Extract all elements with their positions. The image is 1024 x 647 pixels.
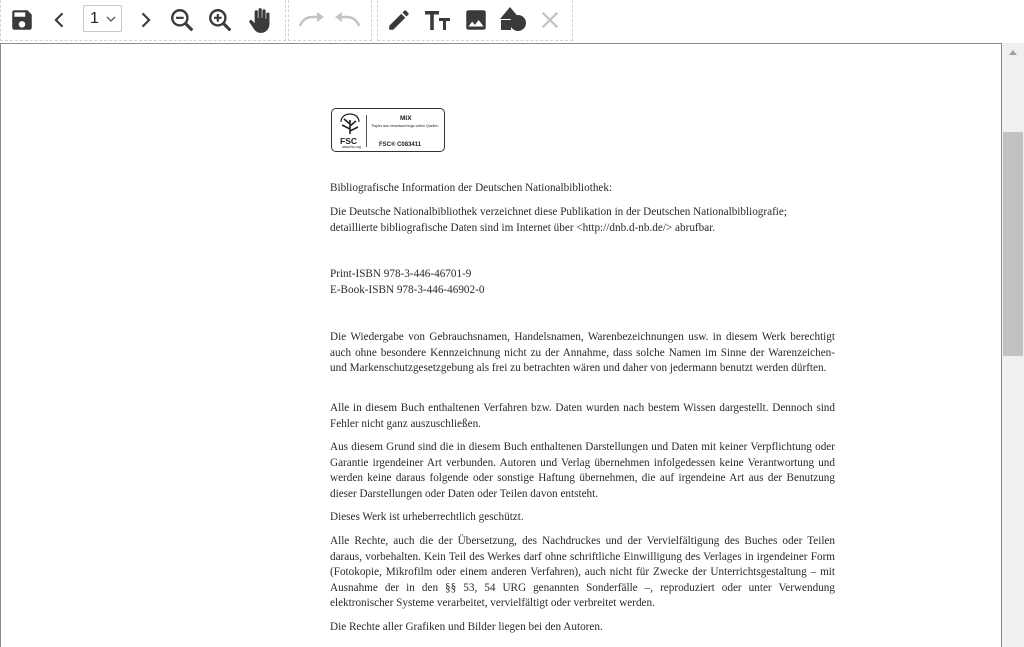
pencil-icon [386,7,412,33]
next-page-icon [135,10,155,30]
image-icon [463,7,489,33]
pan-tool-button[interactable] [243,3,277,37]
zoom-out-button[interactable] [165,3,199,37]
next-page-button[interactable] [128,3,162,37]
scroll-up-arrow[interactable] [1002,43,1024,61]
vertical-scrollbar[interactable] [1002,43,1024,647]
dnb-heading: Bibliografische Information der Deutschen Nationalbibliothek: [330,182,613,194]
save-button[interactable] [5,3,39,37]
zoom-out-icon [169,7,195,33]
save-icon [9,7,35,33]
fsc-divider [366,115,367,147]
undo-button[interactable] [331,3,365,37]
image-button[interactable] [459,3,493,37]
shapes-icon [499,6,529,34]
redo-icon [296,9,326,31]
fsc-subtitle: Papier aus verantwortungs-vollen Quellen [371,124,439,128]
print-isbn: Print-ISBN 978-3-446-46701-9 [330,268,472,280]
toolbar [0,0,1024,43]
paragraph-trademarks: Die Wiedergabe von Gebrauchsnamen, Handelsnamen, Warenbezeichnungen usw. in diesem Werk berechtigt auch ohne besondere Kennzeichnung nicht zu der Annahme, dass solche Namen im Sinne der Warenzeichen- und Markenschutzgesetzgebung als frei zu betrachten wären und daher von jedermann benutzt werden dürften. [330,331,835,375]
page-number-value: 1 [90,9,99,27]
paragraph-rights: Alle Rechte, auch die der Übersetzung, des Nachdruckes und der Vervielfältigung des Buches oder Teilen daraus, vorbehalten. Kein Teil des Werkes darf ohne schriftliche Einwilligung des Verlages in irgendeiner Form (Fotokopie, Mikrofilm oder einem anderen Verfahren), auch nicht für Zwecke der Unterrichtsgestaltung – mit Ausnahme der in den §§ 53, 54 URG genannten Sonderfälle –, reproduziert oder unter Verwendung elektronischer Systeme verarbeitet, vervielfältigt oder verbreitet werden. [330,535,835,610]
text-icon [424,7,452,33]
page-number-select[interactable] [83,5,122,32]
close-icon [539,9,561,31]
chevron-down-icon [105,13,117,25]
fsc-code: FSC® C083411 [379,142,422,148]
paragraph-image-rights: Die Rechte aller Grafiken und Bilder liegen bei den Autoren. [330,621,603,633]
text-button[interactable] [421,3,455,37]
scrollbar-thumb[interactable] [1003,132,1023,356]
zoom-in-button[interactable] [203,3,237,37]
prev-page-button[interactable] [43,3,77,37]
ebook-isbn: E-Book-ISBN 978-3-446-46902-0 [330,284,485,296]
fsc-tree-icon [337,112,363,136]
pan-hand-icon [247,6,273,34]
draw-button[interactable] [382,3,416,37]
scroll-up-icon [1009,49,1017,55]
document-viewer[interactable] [0,43,1002,647]
redo-button[interactable] [294,3,328,37]
paragraph-accuracy: Alle in diesem Buch enthaltenen Verfahren bzw. Daten wurden nach bestem Wissen dargestellt. Dennoch sind Fehler nicht ganz auszuschließen. [330,402,835,430]
dnb-text-line-2: detaillierte bibliografische Daten sind im Internet über <http://dnb.d-nb.de/> abrufbar. [330,222,716,234]
close-button[interactable] [533,3,567,37]
undo-icon [333,9,363,31]
fsc-logo [331,108,445,152]
prev-page-icon [50,10,70,30]
shapes-button[interactable] [497,3,531,37]
paragraph-liability: Aus diesem Grund sind die in diesem Buch enthaltenen Darstellungen und Daten mit keiner Verpflichtung oder Garantie irgendeiner Art verbunden. Autoren und Verlag übernehmen infolgedessen keine Verantwortung und werden keine daraus folgende oder sonstige Haftung übernehmen, die auf irgendeine Art aus der Benutzung dieser Darstellungen oder Daten oder Teilen davon entsteht. [330,441,835,500]
zoom-in-icon [207,7,233,33]
paragraph-copyright: Dieses Werk ist urheberrechtlich geschützt. [330,511,524,523]
fsc-label: FSC [340,136,357,146]
fsc-mix: MIX [400,115,412,122]
dnb-text-line-1: Die Deutsche Nationalbibliothek verzeichnet diese Publikation in der Deutschen Nationalbibliografie; [330,206,787,218]
fsc-tagline: www.fsc.org [342,145,361,149]
